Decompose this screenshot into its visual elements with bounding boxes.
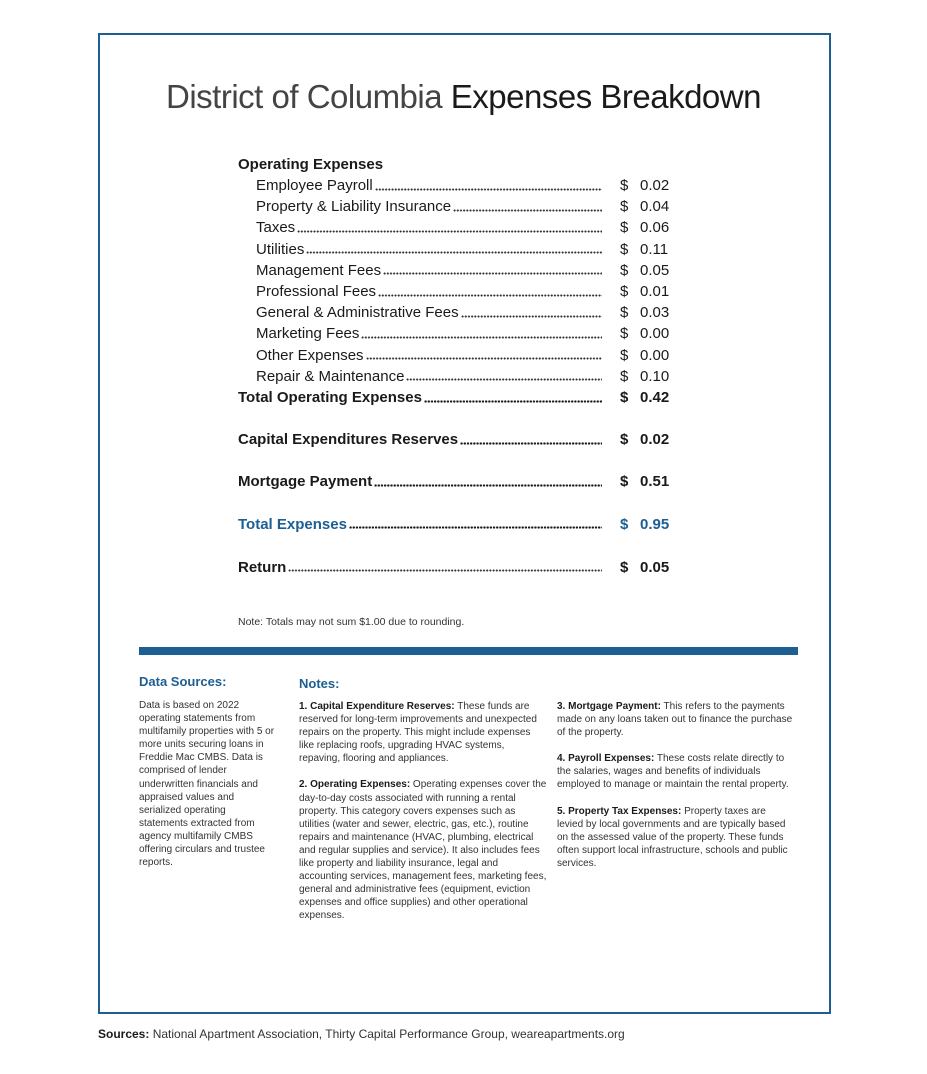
dollar-sign: $ bbox=[620, 198, 629, 216]
dollar-sign: $ bbox=[620, 367, 629, 385]
notes-column-2 bbox=[557, 700, 793, 883]
dollar-sign: $ bbox=[620, 177, 629, 195]
return-amount: 0.05 bbox=[640, 558, 670, 576]
operating-expenses-heading: Operating Expenses bbox=[238, 156, 384, 173]
expense-row bbox=[238, 175, 674, 196]
dollar-sign: $ bbox=[620, 283, 629, 301]
expense-label: Utilities bbox=[238, 241, 306, 258]
note-heading: 5. Property Tax Expenses: bbox=[557, 805, 682, 817]
expense-label: Employee Payroll bbox=[238, 177, 375, 194]
expense-row bbox=[238, 281, 674, 302]
expense-amount: 0.04 bbox=[640, 198, 670, 216]
capex-label: Capital Expenditures Reserves bbox=[238, 431, 459, 449]
dollar-sign: $ bbox=[620, 346, 629, 364]
expense-label: Professional Fees bbox=[238, 283, 378, 300]
note-body: These costs relate directly to the salaries, wages and benefits of individuals employed to manage or maintain the rental property. bbox=[557, 753, 789, 791]
title-main: Expenses Breakdown bbox=[450, 78, 761, 115]
sources-text: National Apartment Association, Thirty Capital Performance Group, weareapartments.org bbox=[149, 1027, 625, 1041]
dot-leader bbox=[378, 284, 602, 299]
note-item bbox=[557, 700, 793, 739]
total-expenses-label: Total Expenses bbox=[238, 515, 347, 533]
note-item bbox=[557, 752, 793, 791]
expense-label: Management Fees bbox=[238, 262, 383, 279]
total-expenses-amount: 0.95 bbox=[640, 515, 670, 533]
sources-footer bbox=[98, 1027, 625, 1041]
expense-row bbox=[238, 217, 674, 238]
dot-leader bbox=[374, 474, 602, 489]
dot-leader bbox=[349, 517, 602, 532]
dollar-sign: $ bbox=[620, 473, 629, 491]
expense-row bbox=[238, 239, 674, 260]
dot-leader bbox=[383, 263, 602, 278]
notes-column-1 bbox=[299, 700, 547, 936]
expenses-table bbox=[238, 154, 674, 578]
expense-amount: 0.05 bbox=[640, 261, 670, 279]
note-body: This refers to the payments made on any loans taken out to finance the purchase of the property. bbox=[557, 701, 793, 739]
expense-row bbox=[238, 345, 674, 366]
expense-amount: 0.06 bbox=[640, 219, 670, 237]
expense-amount: 0.02 bbox=[640, 177, 670, 195]
page-title bbox=[0, 78, 927, 116]
dot-leader bbox=[375, 178, 602, 193]
dot-leader bbox=[297, 220, 602, 235]
dot-leader bbox=[406, 369, 602, 384]
total-operating-row bbox=[238, 387, 674, 408]
total-expenses-row bbox=[238, 513, 674, 534]
note-body: Property taxes are levied by local governments and are typically based on the assessed value of the property. These funds often support local infrastructure, schools and public services. bbox=[557, 805, 788, 869]
data-sources-title: Data Sources: bbox=[139, 674, 227, 689]
mortgage-label: Mortgage Payment bbox=[238, 473, 373, 491]
expense-amount: 0.11 bbox=[640, 240, 669, 258]
expense-row bbox=[238, 260, 674, 281]
expense-label: Other Expenses bbox=[238, 347, 366, 364]
dollar-sign: $ bbox=[620, 240, 629, 258]
expense-row bbox=[238, 366, 674, 387]
expense-amount: 0.00 bbox=[640, 346, 670, 364]
dollar-sign: $ bbox=[620, 388, 629, 406]
note-heading: 1. Capital Expenditure Reserves: bbox=[299, 701, 455, 712]
dot-leader bbox=[461, 305, 602, 320]
dollar-sign: $ bbox=[620, 325, 629, 343]
note-item bbox=[299, 700, 547, 765]
dot-leader bbox=[306, 242, 602, 257]
dollar-sign: $ bbox=[620, 261, 629, 279]
note-item bbox=[557, 805, 793, 870]
expense-row bbox=[238, 196, 674, 217]
return-label: Return bbox=[238, 558, 287, 576]
total-operating-label: Total Operating Expenses bbox=[238, 388, 422, 406]
expense-amount: 0.01 bbox=[640, 283, 670, 301]
dollar-sign: $ bbox=[620, 515, 629, 533]
dollar-sign: $ bbox=[620, 304, 629, 322]
note-body: Operating expenses cover the day-to-day costs associated with running a rental property. This category covers expenses such as utilities (water and sewer, electric, gas, etc.), routine repairs and maintenance (HVAC, plumbing, electrical and regular supplies and service). It also includes fees like property and liability insurance, legal and accounting services, management fees, marketing fees, general and administrative fees (equipment, eviction expenses and office supplies) and other operational expenses. bbox=[299, 779, 547, 922]
expense-row bbox=[238, 302, 674, 323]
expense-amount: 0.00 bbox=[640, 325, 670, 343]
dot-leader bbox=[460, 432, 602, 447]
dollar-sign: $ bbox=[620, 219, 629, 237]
note-body: These funds are reserved for long-term improvements and unexpected repairs on the property. This might include expenses like replacing roofs, upgrading HVAC systems, repaving, flooring and appliances. bbox=[299, 701, 537, 765]
dot-leader bbox=[288, 560, 602, 575]
expense-row bbox=[238, 323, 674, 344]
dollar-sign: $ bbox=[620, 431, 629, 449]
expense-amount: 0.03 bbox=[640, 304, 670, 322]
title-location: District of Columbia bbox=[166, 78, 443, 115]
dot-leader bbox=[424, 390, 602, 405]
expense-label: Taxes bbox=[238, 219, 297, 236]
capex-row bbox=[238, 429, 674, 450]
dot-leader bbox=[453, 199, 602, 214]
expense-label: Property & Liability Insurance bbox=[238, 198, 453, 215]
mortgage-amount: 0.51 bbox=[640, 473, 670, 491]
notes-title: Notes: bbox=[299, 676, 340, 691]
note-heading: 3. Mortgage Payment: bbox=[557, 701, 661, 712]
note-item bbox=[299, 778, 547, 922]
dot-leader bbox=[361, 326, 602, 341]
note-heading: 4. Payroll Expenses: bbox=[557, 753, 655, 765]
mortgage-row bbox=[238, 471, 674, 492]
dot-leader bbox=[366, 348, 602, 363]
capex-amount: 0.02 bbox=[640, 431, 670, 449]
dollar-sign: $ bbox=[620, 558, 629, 576]
expense-label: Repair & Maintenance bbox=[238, 368, 406, 385]
rounding-note: Note: Totals may not sum $1.00 due to rounding. bbox=[238, 616, 465, 628]
total-operating-amount: 0.42 bbox=[640, 388, 670, 406]
expense-label: General & Administrative Fees bbox=[238, 304, 461, 321]
sources-label: Sources: bbox=[98, 1027, 150, 1041]
section-divider bbox=[139, 647, 798, 655]
return-row bbox=[238, 557, 674, 578]
note-heading: 2. Operating Expenses: bbox=[299, 779, 411, 791]
data-sources-text: Data is based on 2022 operating statements from multifamily properties with 5 or more units securing loans in Freddie Mac CMBS. Data is comprised of lender underwritten financials and appraised values and serialized operating statements extracted from agency multifamily CMBS offering circulars and trustee reports. bbox=[139, 700, 275, 869]
expense-label: Marketing Fees bbox=[238, 325, 361, 342]
expense-amount: 0.10 bbox=[640, 367, 670, 385]
